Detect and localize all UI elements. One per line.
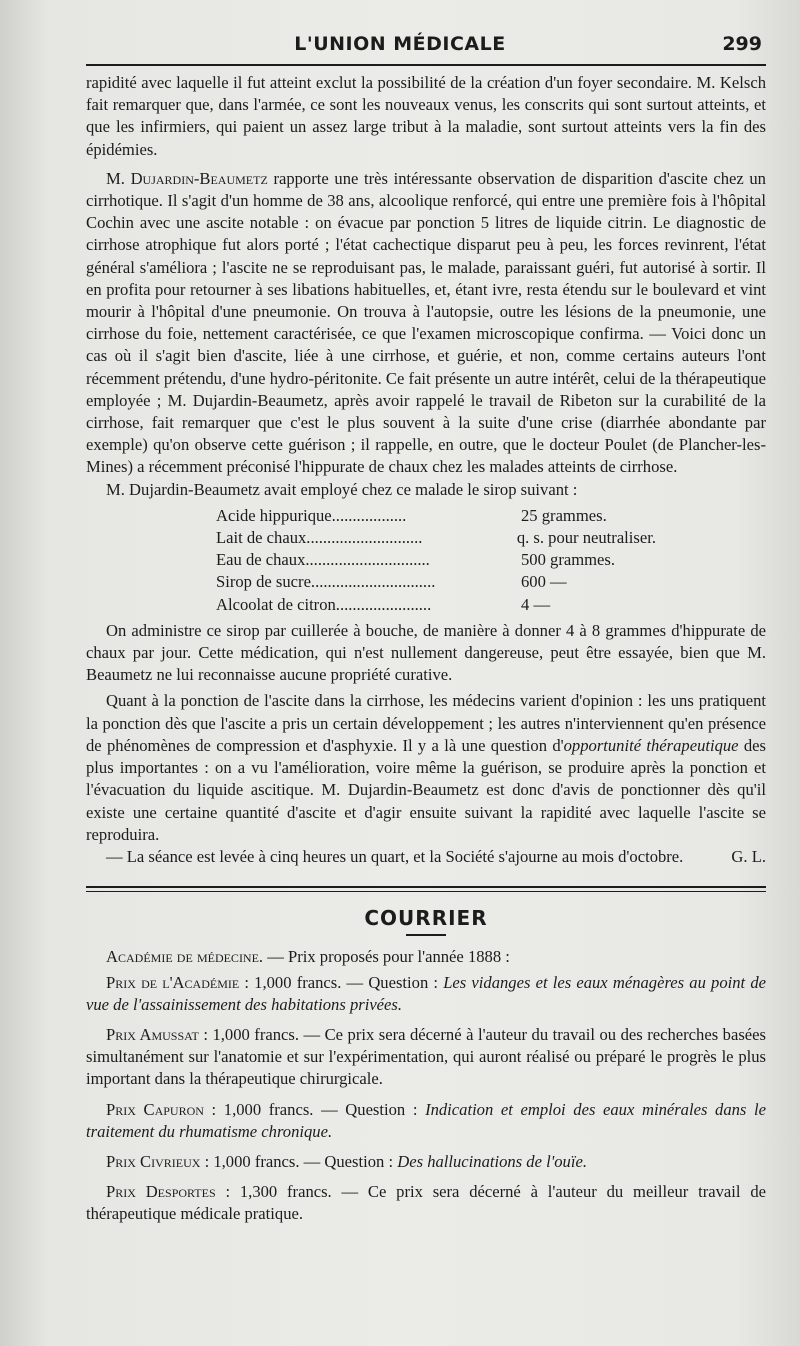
section-double-rule (86, 886, 766, 892)
speaker-name: Dujardin-Beaumetz (130, 168, 268, 188)
courrier-item-text: — Prix proposés pour l'année 1888 : (263, 947, 510, 967)
prize-text: : 1,000 francs. — Ce prix sera décerné à l'auteur du travail ou des recherches basées simultanément sur l'anatomie et sur l'expérimentation, qui auront réalisé ou préparé le progrès le plus important dans la thérapeutique chirurgicale. (86, 1024, 766, 1089)
ingredient-name: Acide hippurique.................. (216, 505, 407, 525)
prize-text: : 1,000 francs. — Question : (239, 972, 444, 992)
ingredient-name: Lait de chaux............................ (216, 528, 423, 548)
paragraph-seance-close: — La séance est levée à cinq heures un quart, et la Société s'ajourne au mois d'octobre. (106, 846, 684, 866)
page-number: 299 (722, 33, 762, 55)
paragraph-dujardin-observation (86, 168, 766, 479)
ingredient-dose: 4 — (521, 594, 551, 614)
ingredient-name: Sirop de sucre.............................. (216, 572, 436, 592)
ingredient-name: Eau de chaux.............................. (216, 550, 430, 570)
ingredient-dose: q. s. pour neutraliser. (516, 528, 656, 548)
courrier-item-prix-amussat (86, 1024, 766, 1091)
recipe-table (216, 505, 656, 616)
prize-text: : 1,000 francs. — Question : (200, 1151, 398, 1171)
paragraph-sirop-intro: M. Dujardin-Beaumetz avait employé chez ce malade le sirop suivant : (106, 479, 578, 499)
prize-name: Prix Desportes (106, 1182, 216, 1202)
article-body (86, 72, 766, 1226)
courrier-item-prix-civrieux (86, 1151, 766, 1173)
header-rule (86, 64, 766, 66)
recipe-row (216, 594, 656, 616)
prize-name: Prix Civrieux (106, 1151, 201, 1171)
prize-question: Les vidanges et les eaux ménagères au point de vue de l'assainissement des habitations privées. (86, 972, 767, 1014)
prize-question: Indication et emploi des eaux minérales dans le traitement du rhumatisme chronique. (86, 1099, 766, 1141)
author-signature: G. L. (731, 847, 766, 867)
prize-text: : 1,300 francs. — Ce prix sera décerné à l'auteur du meilleur travail de thérapeutique médicale pratique. (86, 1182, 766, 1224)
courrier-item-heading: Académie de médecine. (106, 947, 264, 967)
courrier-item-prix-capuron (86, 1099, 766, 1143)
ingredient-dose: 25 grammes. (521, 505, 607, 525)
prize-name: Prix Capuron (106, 1099, 204, 1119)
ponction-text-end: des plus importantes : on a vu l'amélioration, voire même la guérison, se produire après la ponction et l'évacuation du liquide ascitique. M. Dujardin-Beaumetz est donc d'avis de ponctionner dès qu'il existe une certaine quantité d'ascite et d'agir ensuite suivant la rapidité avec laquelle l'ascite se reproduira. (86, 735, 766, 844)
ponction-text-start: Quant à la ponction de l'ascite dans la cirrhose, les médecins varient d'opinion : les uns pratiquent la ponction dès que l'ascite a pris un certain développement ; les autres n'interviennent qu'en présence de phénomènes de compression et d'asphyxie. Il y a là une question d' (86, 691, 766, 755)
prize-text: : 1,000 francs. — Question : (203, 1099, 426, 1119)
courrier-item-academie (86, 946, 766, 968)
paragraph-administration: On administre ce sirop par cuillerée à bouche, de manière à donner 4 à 8 grammes d'hippurate de chaux par jour. Cette médication, qui n'est nullement dangereuse, peut être essayée, bien que M. Beaumetz ne lui reconnaisse aucune propriété curative. (86, 620, 766, 685)
recipe-row (216, 549, 656, 571)
ingredient-dose: 500 grammes. (521, 550, 616, 570)
ingredient-dose: 600 — (521, 572, 567, 592)
prize-name: Prix Amussat (106, 1024, 199, 1044)
recipe-row (216, 571, 656, 593)
ingredient-name: Alcoolat de citron....................... (216, 594, 432, 614)
running-header-title: L'UNION MÉDICALE (294, 33, 506, 55)
paragraph-ponction (86, 690, 766, 845)
section-title-courrier: COURRIER (364, 906, 488, 931)
courrier-item-prix-desportes (86, 1181, 766, 1225)
paragraph-kelsch: rapidité avec laquelle il fut atteint exclut la possibilité de la création d'un foyer secondaire. M. Kelsch fait remarquer que, dans l'armée, ce sont les nouveaux venus, les conscrits qui sont surtout atteints, et que les infirmiers, qui paient un assez large tribut à la maladie, sont surtout atteints vers la fin des épidémies. (86, 73, 766, 159)
courrier-item-prix-academie (86, 972, 766, 1016)
prize-question: Des hallucinations de l'ouïe. (397, 1151, 587, 1171)
recipe-row (216, 527, 656, 549)
prize-name: Prix de l'Académie (106, 972, 240, 992)
recipe-row (216, 505, 656, 527)
speaker-prefix: M. (106, 168, 131, 188)
section-title-underline (406, 934, 446, 936)
observation-text: rapporte une très intéressante observation de disparition d'ascite chez un cirrhotique. Il s'agit d'un homme de 38 ans, alcoolique renforcé, qui entre une première fois à l'hôpital Cochin avec une ascite notable : on évacue par ponction 5 litres de liquide citrin. Le diagnostic de cirrhose atrophique fut alors porté ; l'état cachectique disparut peu à peu, les forces revinrent, l'état général s'améliora ; l'ascite ne se reproduisant pas, le malade, paraissant guéri, fut autorisé à sortir. Il en profita pour retourner à ses libations habituelles, et, étant ivre, resta étendu sur le boulevard et vint mourir à l'hôpital d'une pneumonie. On trouva à l'autopsie, outre les lésions de la pneumonie, une cirrhose du foie, nettement caractérisée, ce que l'examen microscopique confirma. — Voici donc un cas où il s'agit bien d'ascite, liée à une cirrhose, et guérie, et non, comme certains auteurs l'ont récemment prétendu, d'une hydro-péritonite. Ce fait présente un autre intérêt, celui de la thérapeutique employée ; M. Dujardin-Beaumetz, après avoir rappelé le travail de Ribeton sur la curabilité de la cirrhose, fait remarquer que c'est le plus souvent à la suite d'une crise (diarrhée abondante par exemple) qu'on observe cette guérison ; il rappelle, en outre, que le docteur Poulet (de Plancher-les-Mines) a récemment préconisé l'hippurate de chaux chez les malades atteints de cirrhose. (86, 168, 766, 477)
ponction-italic-term: opportunité thérapeutique (563, 735, 739, 755)
